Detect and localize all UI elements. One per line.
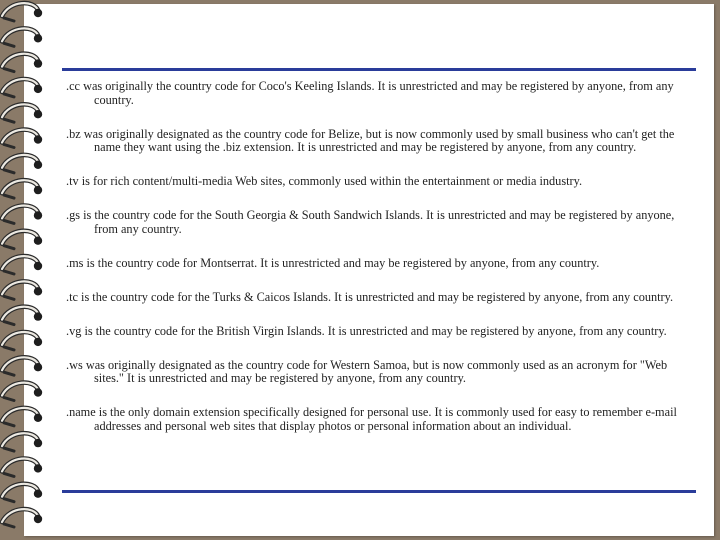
- binding-ring: [2, 383, 42, 401]
- spiral-binding: [0, 0, 50, 540]
- list-item: .vg is the country code for the British Virgin Islands. It is unrestricted and may be registered by anyone, from any country.: [66, 323, 667, 338]
- binding-ring: [2, 3, 42, 21]
- list-item: .ms is the country code for Montserrat. It is unrestricted and may be registered by anyone, from any country.: [66, 255, 600, 270]
- binding-ring: [2, 231, 42, 249]
- list-item: .tv is for rich content/multi-media Web sites, commonly used within the entertainment or media industry.: [66, 174, 583, 188]
- list-item: .ws was originally designated as the country code for Western Samoa, but is now commonly used as an acronym for "Web sites." It is unrestricted and may be registered by anyone, from any country.: [66, 357, 668, 385]
- bottom-rule: [62, 490, 696, 493]
- binding-ring: [2, 79, 42, 97]
- binding-ring: [2, 484, 42, 502]
- binding-ring: [2, 155, 42, 173]
- binding-ring: [2, 357, 42, 375]
- list-item: .gs is the country code for the South Georgia & South Sandwich Islands. It is unrestricted and may be registered by anyone, from any country.: [66, 208, 675, 236]
- list-item: .cc was originally the country code for Coco's Keeling Islands. It is unrestricted and may be registered by anyone, from any country.: [66, 79, 674, 107]
- binding-ring: [2, 408, 42, 426]
- binding-ring: [2, 281, 42, 299]
- binding-ring: [2, 332, 42, 350]
- binding-ring: [2, 256, 42, 274]
- binding-ring: [2, 130, 42, 148]
- list-item: .name is the only domain extension specifically designed for personal use. It is commonly used for easy to remember e-mail addresses and personal web sites that display photos or personal information about an individual.: [66, 405, 677, 433]
- list-item: .tc is the country code for the Turks & Caicos Islands. It is unrestricted and may be registered by anyone, from any country.: [66, 289, 674, 304]
- binding-ring: [2, 28, 42, 46]
- domain-extension-list: [66, 80, 700, 454]
- top-rule: [62, 68, 696, 71]
- binding-ring: [2, 180, 42, 198]
- binding-ring: [2, 104, 42, 122]
- list-item: .bz was originally designated as the country code for Belize, but is now commonly used by small business who can't get the name they want using the .biz extension. It is unrestricted and may be registered by anyone, from any country.: [66, 126, 675, 154]
- binding-ring: [2, 509, 42, 527]
- binding-ring: [2, 459, 42, 477]
- binding-ring: [2, 206, 42, 224]
- binding-ring: [2, 54, 42, 72]
- binding-ring: [2, 433, 42, 451]
- binding-ring: [2, 307, 42, 325]
